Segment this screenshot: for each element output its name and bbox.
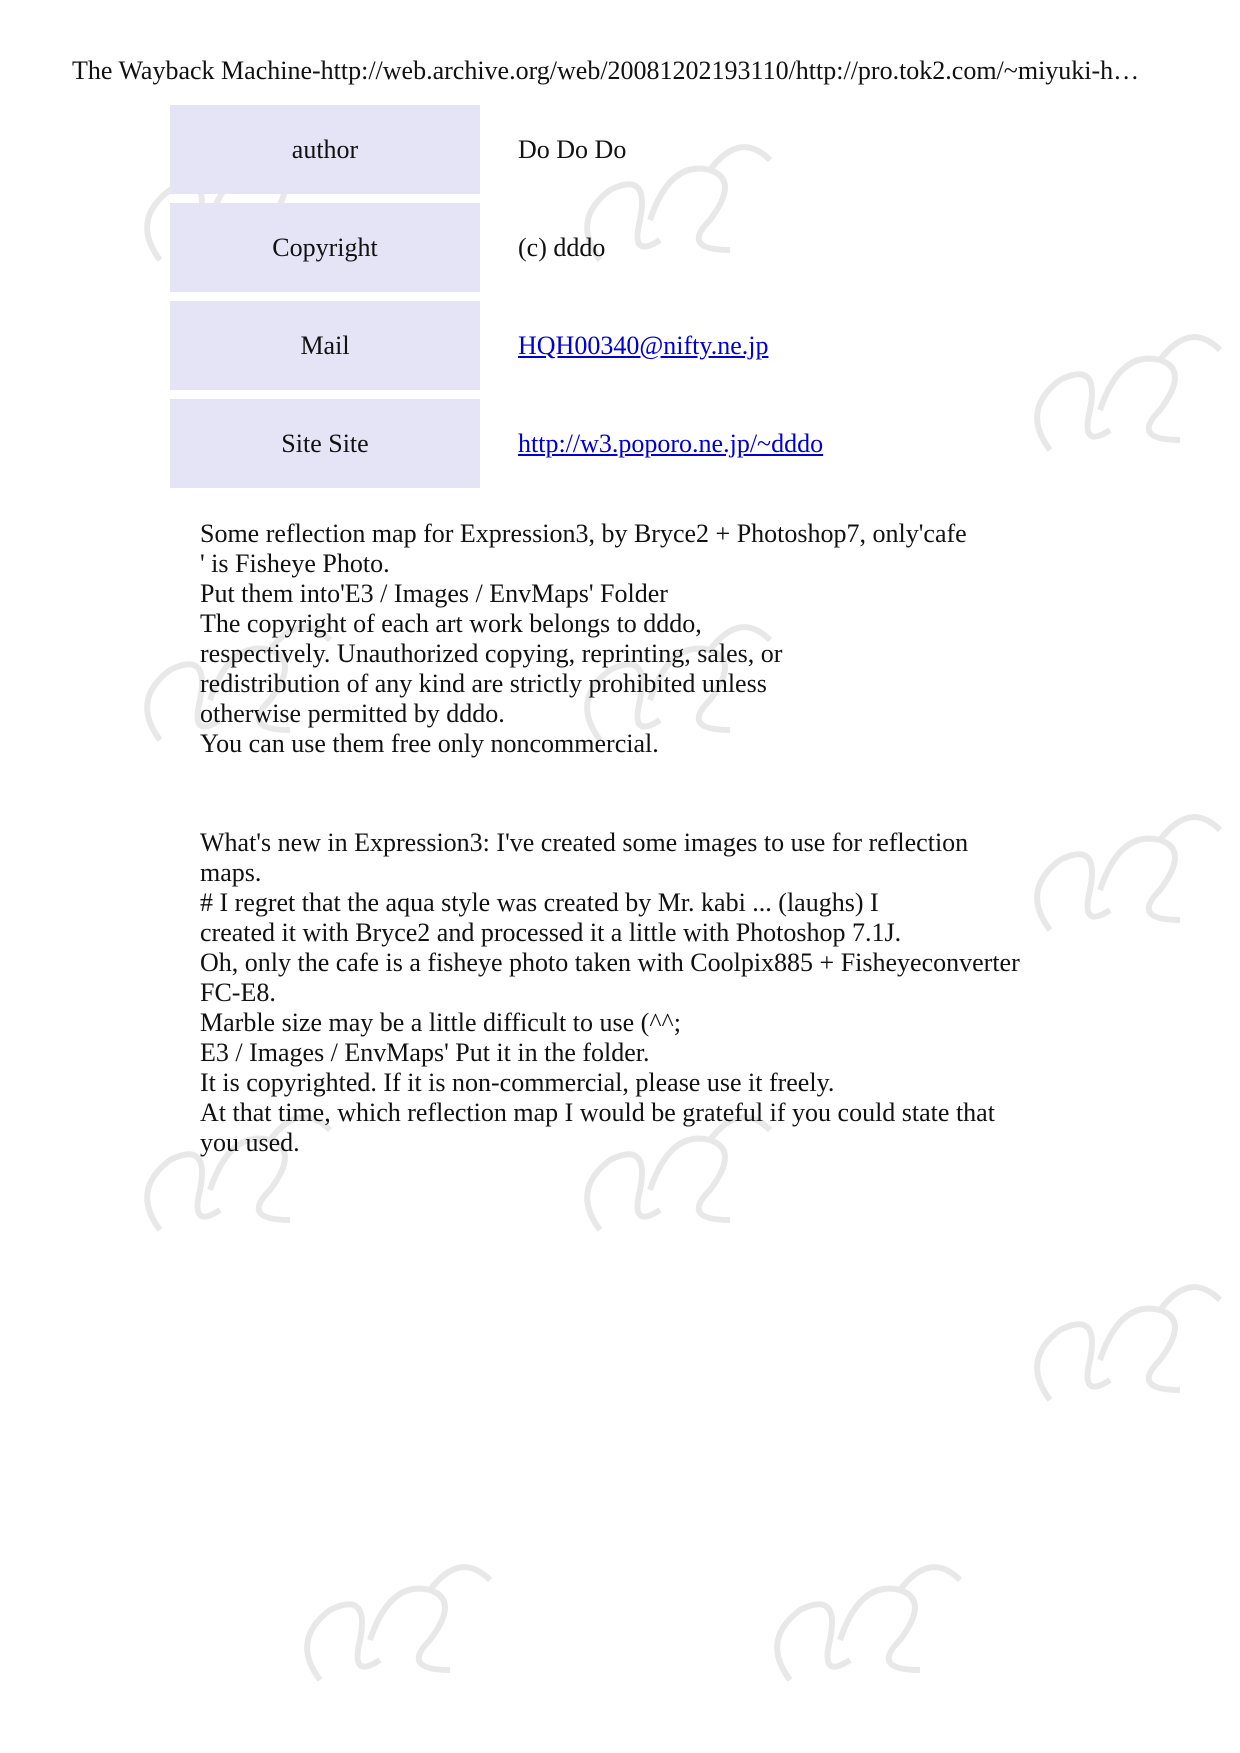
page-header-title: The Wayback Machine-http://web.archive.org/web/20081202193110/http://pro.tok2.com/~miyuki-h… <box>72 56 1140 85</box>
watermark-logo <box>280 1530 510 1730</box>
copyright-value: (c) dddo <box>518 232 606 262</box>
mail-value-cell <box>480 301 1038 390</box>
mail-link[interactable]: HQH00340@nifty.ne.jp <box>518 330 769 360</box>
site-link[interactable]: http://w3.poporo.ne.jp/~dddo <box>518 428 824 458</box>
watermark-logo <box>1010 300 1240 500</box>
paragraph-line: ' is Fisheye Photo. <box>200 549 390 578</box>
paragraph-line: Some reflection map for Expression3, by Bryce2 + Photoshop7, only'cafe <box>200 519 967 548</box>
author-value: Do Do Do <box>518 134 627 164</box>
paragraph-line: At that time, which reflection map I would be grateful if you could state that <box>200 1098 995 1127</box>
info-row-author <box>170 105 1038 194</box>
copyright-label: Copyright <box>170 203 480 292</box>
paragraph-line: redistribution of any kind are strictly prohibited unless <box>200 669 767 698</box>
paragraph-line: you used. <box>200 1128 300 1157</box>
site-value-cell <box>480 399 1038 488</box>
paragraph-line: Oh, only the cafe is a fisheye photo taken with Coolpix885 + Fisheyeconverter <box>200 948 1020 977</box>
paragraph-line: What's new in Expression3: I've created some images to use for reflection <box>200 828 969 857</box>
paragraph-line: The copyright of each art work belongs to dddo, <box>200 609 702 638</box>
watermark-logo <box>1010 1250 1240 1450</box>
watermark-logo <box>1010 780 1240 980</box>
paragraph-line: respectively. Unauthorized copying, reprinting, sales, or <box>200 639 783 668</box>
paragraph-line: otherwise permitted by dddo. <box>200 699 505 728</box>
paragraph-line: It is copyrighted. If it is non-commercial, please use it freely. <box>200 1068 835 1097</box>
paragraph-line: Marble size may be a little difficult to use (^^; <box>200 1008 681 1037</box>
info-row-copyright <box>170 203 1038 292</box>
info-table <box>170 96 1038 497</box>
description-paragraph <box>200 519 967 759</box>
whats-new-paragraph <box>200 828 1020 1158</box>
paragraph-line: # I regret that the aqua style was created by Mr. kabi ... (laughs) I <box>200 888 879 917</box>
watermark-logo <box>750 1530 980 1730</box>
paragraph-line: created it with Bryce2 and processed it a little with Photoshop 7.1J. <box>200 918 902 947</box>
paragraph-line: FC-E8. <box>200 978 276 1007</box>
paragraph-line: Put them into'E3 / Images / EnvMaps' Folder <box>200 579 668 608</box>
paragraph-line: maps. <box>200 858 262 887</box>
site-label: Site Site <box>170 399 480 488</box>
author-label: author <box>170 105 480 194</box>
paragraph-line: You can use them free only noncommercial. <box>200 729 659 758</box>
info-row-mail <box>170 301 1038 390</box>
mail-label: Mail <box>170 301 480 390</box>
info-row-site <box>170 399 1038 488</box>
paragraph-line: E3 / Images / EnvMaps' Put it in the folder. <box>200 1038 650 1067</box>
